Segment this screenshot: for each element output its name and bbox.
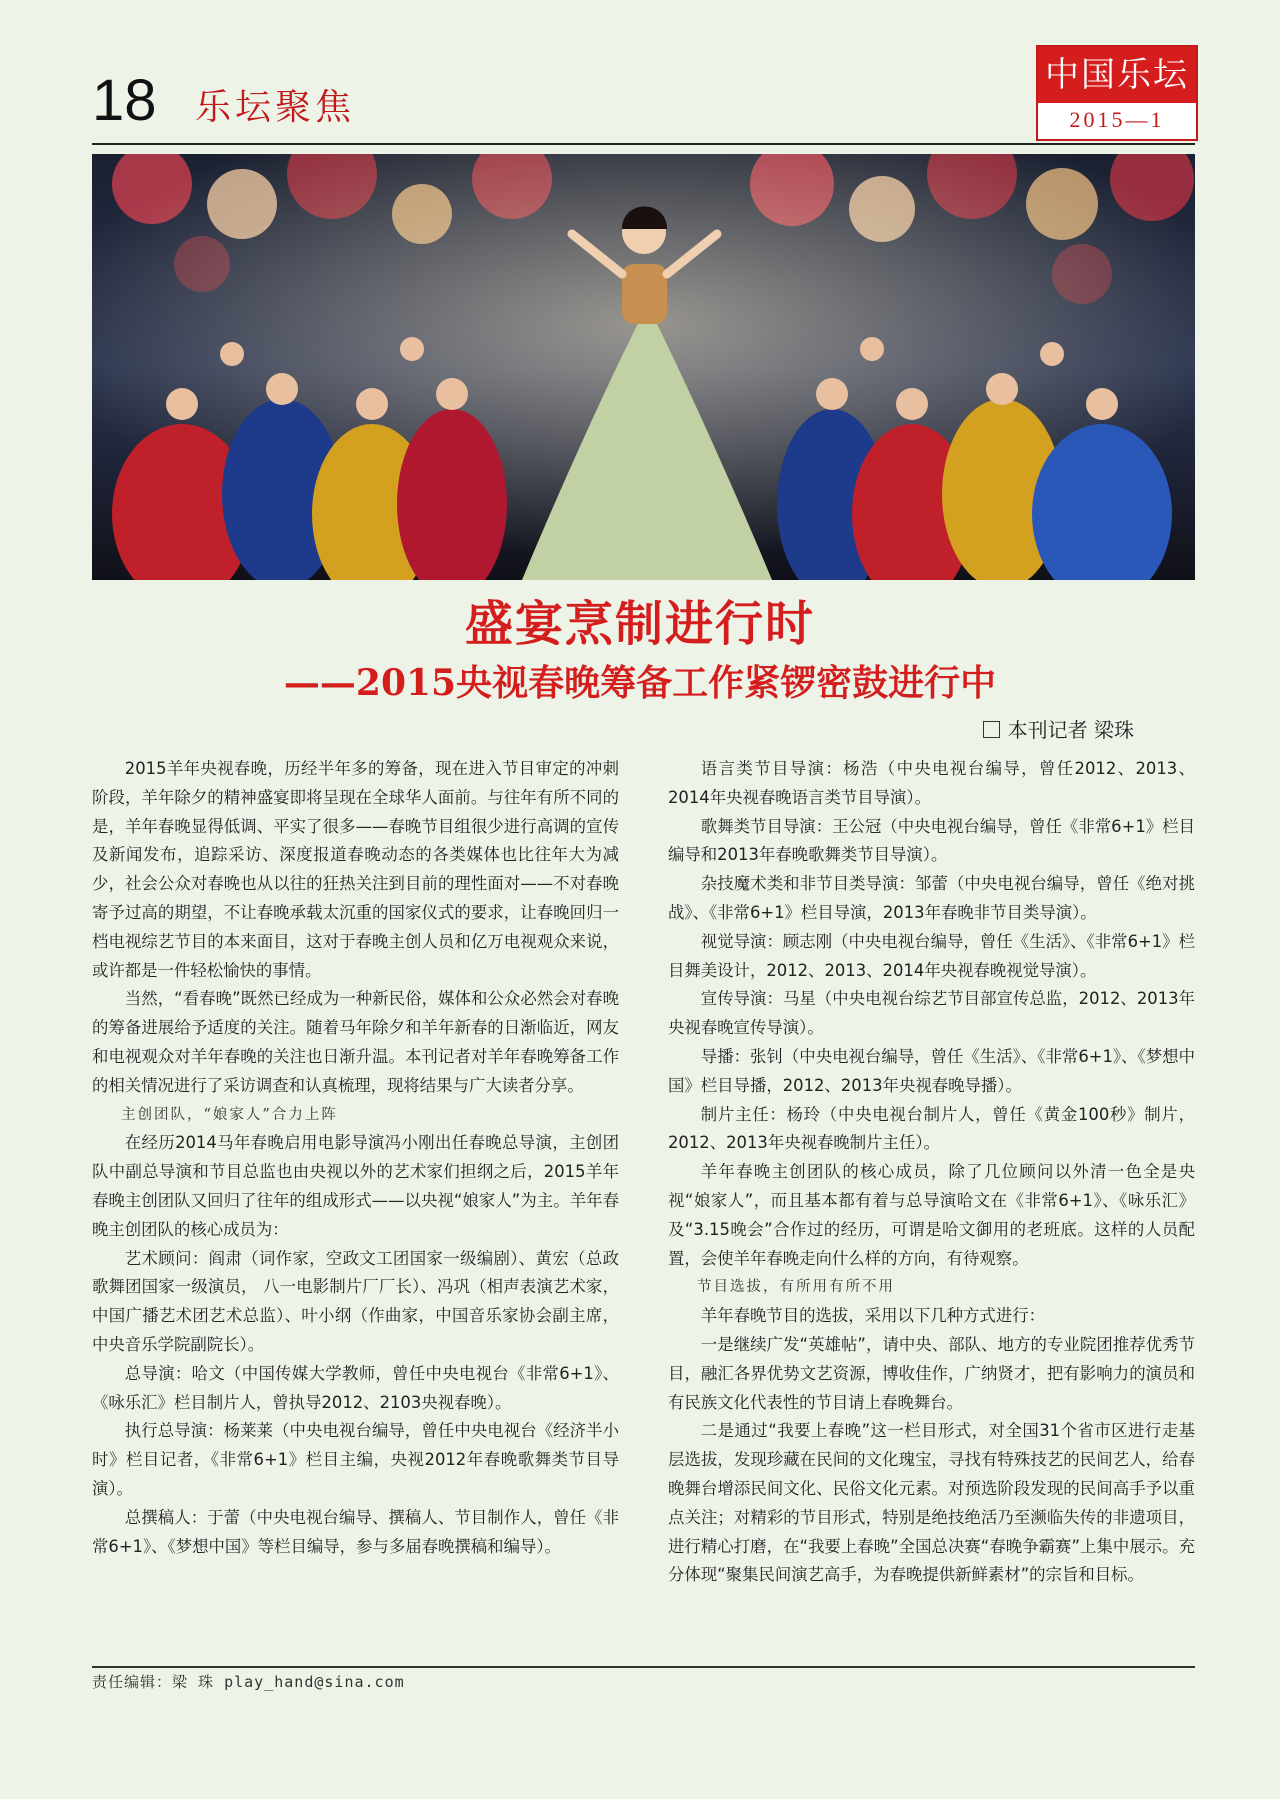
body-paragraph: 视觉导演：顾志刚（中央电视台编导，曾任《生活》、《非常6+1》栏目舞美设计，2012、2013、2014年央视春晚视觉导演）。 [668, 931, 1195, 980]
body-paragraph: 杂技魔术类和非节目类导演：邹蕾（中央电视台编导，曾任《绝对挑战》、《非常6+1》栏目导演，2013年春晚非节目类导演）。 [668, 874, 1195, 922]
body-paragraph: 二是通过“我要上春晚”这一栏目形式，对全国31个省市区进行走基层选拔，发现珍藏在民间的文化瑰宝，寻找有特殊技艺的民间艺人，给春晚舞台增添民间文化、民俗文化元素。对预选阶段发现的民间高手予以重点关注；对精彩的节目形式，特别是绝技绝活乃至濒临失传的非遗项目，进行精心打磨，在“我要上春晚”全国总决赛“春晚争霸赛”上集中展示。充分体现“聚集民间演艺高手，为春晚提供新鲜素材”的宗旨和目标。 [668, 1421, 1195, 1585]
body-paragraph: 艺术顾问：阎肃（词作家，空政文工团国家一级编剧）、黄宏（总政歌舞团国家一级演员， 八一电影制片厂厂长）、冯巩（相声表演艺术家，中国广播艺术团艺术总监）、叶小纲（作曲家，中国音乐家协会副主席，中央音乐学院副院长）。 [92, 1248, 619, 1354]
body-paragraph: 2015羊年央视春晚，历经半年多的筹备，现在进入节目审定的冲刺阶段，羊年除夕的精神盛宴即将呈现在全球华人面前。与往年有所不同的是，羊年春晚显得低调、平实了很多——春晚节目组很少进行高调的宣传及新闻发布，追踪采访、深度报道春晚动态的各类媒体也比往年大为减少，社会公众对春晚也从以往的狂热关注到目前的理性面对——不对春晚寄予过高的期望，不让春晚承载太沉重的国家仪式的要求，让春晚回归一档电视综艺节目的本来面目，这对于春晚主创人员和亿万电视观众来说，或许都是一件轻松愉快的事情。 [92, 759, 619, 980]
magazine-logo: 中国乐坛 [1038, 47, 1196, 103]
header-rule [92, 143, 1195, 145]
section-subheading: 节目选拔，有所用有所不用 [697, 1279, 895, 1296]
body-paragraph: 在经历2014马年春晚启用电影导演冯小刚出任春晚总导演，主创团队中副总导演和节目总监也由央视以外的艺术家们担纲之后，2015羊年春晚主创团队又回归了往年的组成形式——以央视“娘家人”为主。羊年春晚主创团队的核心成员为： [92, 1133, 619, 1239]
magazine-masthead [1036, 45, 1198, 141]
section-subheading: 主创团队，“娘家人”合力上阵 [121, 1106, 338, 1123]
body-paragraph: 当然，“看春晚”既然已经成为一种新民俗，媒体和公众必然会对春晚的筹备进展给予适度的关注。随着马年除夕和羊年新春的日渐临近，网友和电视观众对羊年春晚的关注也日渐升温。本刊记者对羊年春晚筹备工作的相关情况进行了采访调查和认真梳理，现将结果与广大读者分享。 [92, 989, 619, 1095]
body-paragraph: 总撰稿人：于蕾（中央电视台编导、撰稿人、节目制作人，曾任《非常6+1》、《梦想中国》等栏目编导，参与多届春晚撰稿和编导）。 [92, 1507, 619, 1556]
body-paragraph: 总导演：哈文（中国传媒大学教师，曾任中央电视台《非常6+1》、《咏乐汇》栏目制片人，曾执导2012、2103央视春晚）。 [92, 1363, 619, 1412]
section-name: 乐坛聚焦 [195, 87, 356, 128]
body-paragraph: 导播：张钊（中央电视台编导，曾任《生活》、《非常6+1》、《梦想中国》栏目导播，2012、2013年央视春晚导播）。 [668, 1046, 1195, 1095]
body-paragraph: 一是继续广发“英雄帖”，请中央、部队、地方的专业院团推荐优秀节目，融汇各界优势文艺资源，博收佳作，广纳贤才，把有影响力的演员和有民族文化代表性的节目请上春晚舞台。 [668, 1334, 1195, 1412]
body-paragraph: 羊年春晚主创团队的核心成员，除了几位顾问以外清一色全是央视“娘家人”，而且基本都有着与总导演哈文在《非常6+1》、《咏乐汇》及“3.15晚会”合作过的经历，可谓是哈文御用的老班底。这样的人员配置，会使羊年春晚走向什么样的方向，有待观察。 [668, 1162, 1195, 1268]
body-paragraph: 制片主任：杨玲（中央电视台制片人，曾任《黄金100秒》制片，2012、2013年央视春晚制片主任）。 [668, 1104, 1195, 1153]
body-paragraph: 羊年春晚节目的选拔，采用以下几种方式进行： [700, 1306, 1045, 1326]
stage-photo [92, 154, 1195, 580]
body-paragraph: 语言类节目导演：杨浩（中央电视台编导，曾任2012、2013、2014年央视春晚语言类节目导演）。 [668, 759, 1195, 807]
footer-credit [92, 1671, 405, 1692]
body-paragraph: 歌舞类节目导演：王公冠（中央电视台编导，曾任《非常6+1》栏目编导和2013年春晚歌舞类节目导演）。 [668, 816, 1195, 865]
body-paragraph: 宣传导演：马星（中央电视台综艺节目部宣传总监，2012、2013年央视春晚宣传导演）。 [668, 989, 1195, 1038]
byline-text: 本刊记者 梁珠 [1007, 718, 1134, 742]
article-subtitle: ——2015央视春晚筹备工作紧锣密鼓进行中 [283, 662, 997, 704]
byline [983, 714, 1134, 743]
stage-photo-illustration [92, 154, 1195, 580]
editor-email: play_hand@sina.com [224, 1673, 405, 1691]
article-column-left [92, 755, 619, 1645]
footer-rule [92, 1666, 1195, 1668]
article-title: 盛宴烹制进行时 [464, 596, 815, 652]
editor-label: 责任编辑：梁 珠 [92, 1673, 215, 1691]
page-number: 18 [92, 68, 157, 133]
byline-square-icon [983, 721, 1000, 738]
article-column-right [668, 755, 1195, 1645]
issue-number: 2015—1 [1069, 107, 1165, 132]
body-paragraph: 执行总导演：杨莱莱（中央电视台编导，曾任中央电视台《经济半小时》栏目记者，《非常6+1》栏目主编，央视2012年春晚歌舞类节目导演）。 [92, 1421, 619, 1498]
